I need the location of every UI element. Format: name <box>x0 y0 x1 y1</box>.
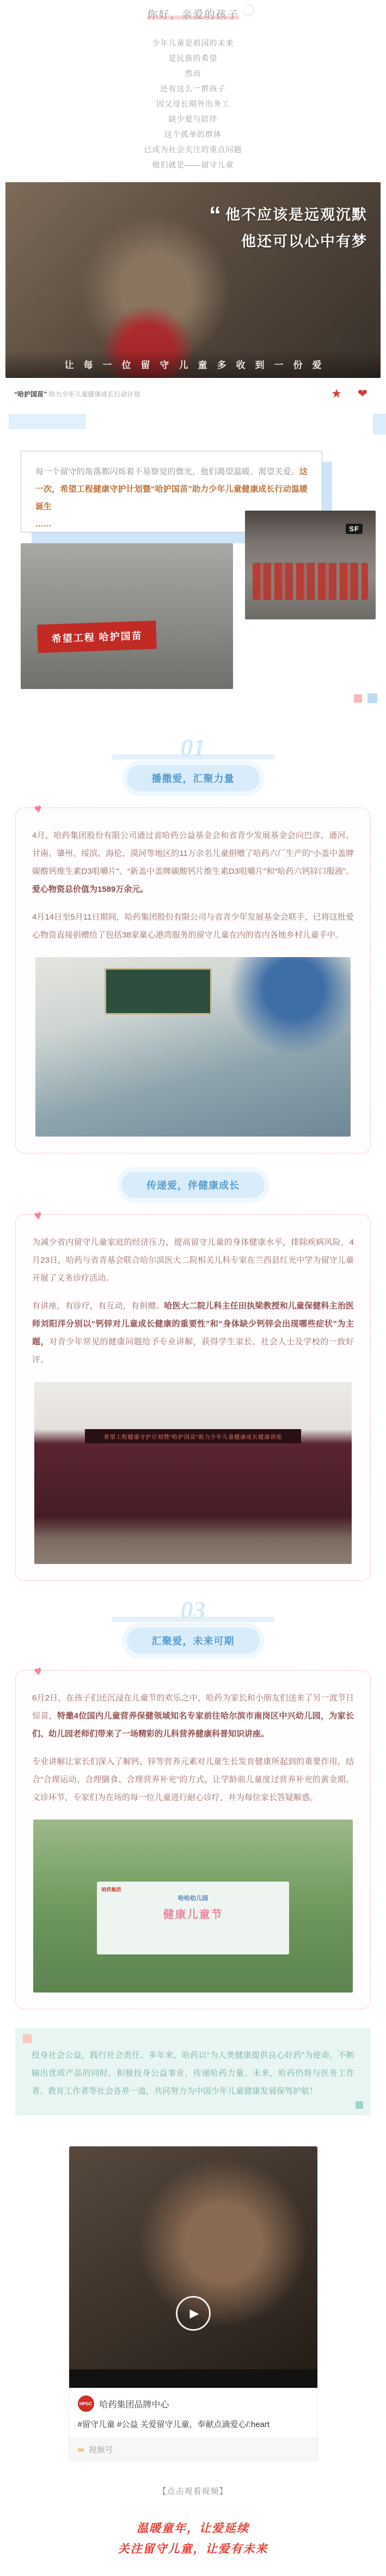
event-title: 健康儿童节 <box>163 1909 223 1921</box>
section-3-header <box>0 1596 386 1654</box>
section-3-number: 03 <box>180 1596 206 1624</box>
pink-square-decoration <box>23 2034 32 2043</box>
footer-slogan <box>0 2518 386 2560</box>
heart-icon: ♥ <box>33 800 44 817</box>
heart-icon: ♥ <box>33 1207 44 1224</box>
blackboard <box>105 968 212 1015</box>
footer-slogan-line: 温暖童年，让爱延续 <box>137 2522 249 2535</box>
volunteers-group-photo[interactable] <box>245 511 376 619</box>
section-2-content-box <box>15 1207 371 1581</box>
section-2-paragraph-2: 有讲座，有诊疗，有互动，有捐赠。哈医大二院儿科主任田执梁教授和儿童保健科主治医师刘阳洋分别以“钙锌对儿童成长健康的重要性”和“身体缺少钙锌会出现哪些症状”为主题，对青少年常见的健康问题给予专业讲解，获得学生家长、社会人士及学校的一致好评。 <box>32 1301 354 1364</box>
hero-caption: “哈护国苗” 助力少年儿童健康成长行动计划 <box>14 390 140 398</box>
section-1-title: 播撒爱，汇聚力量 <box>127 765 260 791</box>
sf-express-logo: SF <box>346 524 363 534</box>
section-3-paragraph-1: 6月2日，在孩子们还沉浸在儿童节的欢乐之中，哈药为家长和小朋友们送来了另一波节日惊喜，特邀4位国内儿童营养保健领域知名专家前往哈尔滨市南岗区中兴幼儿园，为家长们、幼儿园老师们带来了一场精彩的儿科营养健康科普知识讲座。 <box>32 1693 354 1739</box>
section-2-title: 传递爱，伴健康成长 <box>121 1172 265 1198</box>
poem-line: 已成为社会关注的重点问题 <box>144 145 242 154</box>
caption-logos <box>327 386 372 402</box>
section-3-paragraph-2: 专业讲解让家长们深入了解钙、锌等营养元素对儿童生长发育健康所起到的重要作用，结合“合理运动、合理膳食、合理营养补充”的方式，让学龄前儿童度过营养补充的黄金期。义诊环节，专家们为在场的每一位儿童进行耐心诊疗，并为每位家长答疑解惑。 <box>32 1757 354 1802</box>
account-logo: HPGC <box>78 2395 94 2412</box>
watch-video-hint: 【点击观看视频】 <box>158 2487 228 2496</box>
summary-text: 投身社会公益，践行社会责任。多年来，哈药以“为人类健康提供良心好药”为使命，不断输出优质产品的同时，积极投身公益事业，传递哈药力量。未来，哈药仍将与医务工作者、教育工作者等社会各界一道，共同努力为中国少年儿童健康发展保驾护航！ <box>32 2051 354 2096</box>
hero-quote: “ 他不应该是远观沉默 他还可以心中有梦 <box>209 202 367 250</box>
channels-label: 视频号 <box>88 2445 113 2455</box>
lecture-hall-photo[interactable] <box>34 1382 352 1564</box>
pink-circle-decoration <box>240 2 256 18</box>
pink-square-decoration <box>354 694 362 703</box>
poem-line: 缺少爱与陪伴 <box>168 115 218 123</box>
account-name: 哈药集团品牌中心 <box>99 2400 169 2410</box>
quote-mark: “ <box>209 202 222 228</box>
section-2-paragraph-1: 为减少省内留守儿童家庭的经济压力，提高留守儿童的身体健康水平，排除疾病风险，4月23日，哈药与省青基会联合哈尔滨医大二院相关儿科专家在兰西县红光中学为留守儿童开展了义务诊疗活动。 <box>32 1238 354 1283</box>
brand-logo-text: 哈药集团 <box>101 1887 121 1893</box>
opening-poem <box>0 0 386 172</box>
video-hashtags: #留守儿童 #公益 关爱留守儿童，奉献点滴爱心/:heart <box>77 2420 270 2429</box>
account-row <box>78 2395 309 2412</box>
intro-collage <box>0 414 386 718</box>
channels-icon: ∞ <box>77 2444 84 2455</box>
section-1-number: 01 <box>180 734 206 761</box>
poem-line: 这个孤单的群体 <box>164 130 222 139</box>
play-icon[interactable]: ▶ <box>176 2296 211 2331</box>
poem-line: 然而 <box>185 69 201 78</box>
footer-slogan-line: 关注留守儿童，让爱有未来 <box>118 2543 268 2555</box>
poem-title: 你好，亲爱的孩子 <box>147 7 238 21</box>
poem-line: 他们就是——留守儿童 <box>152 160 234 169</box>
poem-line: 因父母长期外出务工 <box>156 100 230 108</box>
section-1-paragraph-1: 4月，哈药集团股份有限公司通过省哈药公益基金会和省青少发展基金会向巴彦、通河、甘南、肇州、绥滨、海伦、漠河等地区的11万余名儿童捐赠了哈药六厂生产的“小盖中盖牌碳酸钙维生素D3咀嚼片”、“新盖中盖牌碳酸钙片维生素D3咀嚼片”和“哈药六钙锌口服液”。爱心物资总价值为1589万余元。 <box>32 831 354 894</box>
teal-square-decoration <box>356 2101 363 2109</box>
blue-rect-decoration <box>9 414 86 429</box>
led-banner: 希望工程健康守护计划暨“哈护国苗”助力少年儿童健康成长健康讲座 <box>85 1429 301 1443</box>
video-meta <box>69 2388 317 2438</box>
kindergarten-banner <box>97 1882 289 1954</box>
ellipsis: …… <box>35 519 52 529</box>
blue-square-decoration <box>367 693 377 703</box>
section-3-title: 汇聚爱，未来可期 <box>127 1628 260 1654</box>
poem-line: 少年儿童是祖国的未来 <box>152 39 234 47</box>
blue-rect-decoration <box>373 414 386 434</box>
kindergarten-photo[interactable] <box>33 1820 353 1992</box>
closing-summary-box <box>15 2028 371 2115</box>
section-1-header <box>0 734 386 791</box>
video-thumbnail[interactable] <box>69 2146 317 2388</box>
star-logo-icon: ★ <box>331 387 342 400</box>
classroom-photo[interactable] <box>35 957 351 1137</box>
heart-icon: ♥ <box>33 1663 44 1680</box>
poem-line: 还有这么一群孩子 <box>160 84 226 93</box>
hero-photo-boy[interactable] <box>5 182 381 378</box>
channels-bar[interactable] <box>69 2438 317 2461</box>
kindergarten-name: 哈哈幼儿园 <box>177 1895 208 1902</box>
video-card[interactable] <box>69 2146 318 2461</box>
section-1-content-box <box>15 800 371 1153</box>
hero-caption-row <box>14 386 372 402</box>
hero-bottom-slogan: 让每一位留守儿童多收到一份爱 <box>5 350 381 378</box>
donation-truck-photo[interactable] <box>21 543 233 689</box>
intro-paragraph: 每一个留守的角落都闪烁着不易察觉的微光，他们渴望温暖、渴望关爱。这一次，希望工程健康守护计划暨“哈护国苗”助力少年儿童健康成长行动温暖诞生 …… <box>35 467 308 529</box>
poem-line: 是民族的希望 <box>168 54 218 63</box>
flame-logo-icon: ❤ <box>357 387 368 400</box>
section-1-paragraph-2: 4月14日至5月11日期间，哈药集团股份有限公司与省青少年发展基金会联手，已将这批爱心物资直接捐赠给了包括38家童心港湾服务的留守儿童在内的省内各地乡村儿童手中。 <box>32 913 354 940</box>
section-3-content-box <box>15 1663 371 2009</box>
truck-banner-text: 希望工程 哈护国苗 <box>37 621 157 654</box>
volunteer-crowd <box>253 563 367 600</box>
section-2-header <box>0 1172 386 1198</box>
